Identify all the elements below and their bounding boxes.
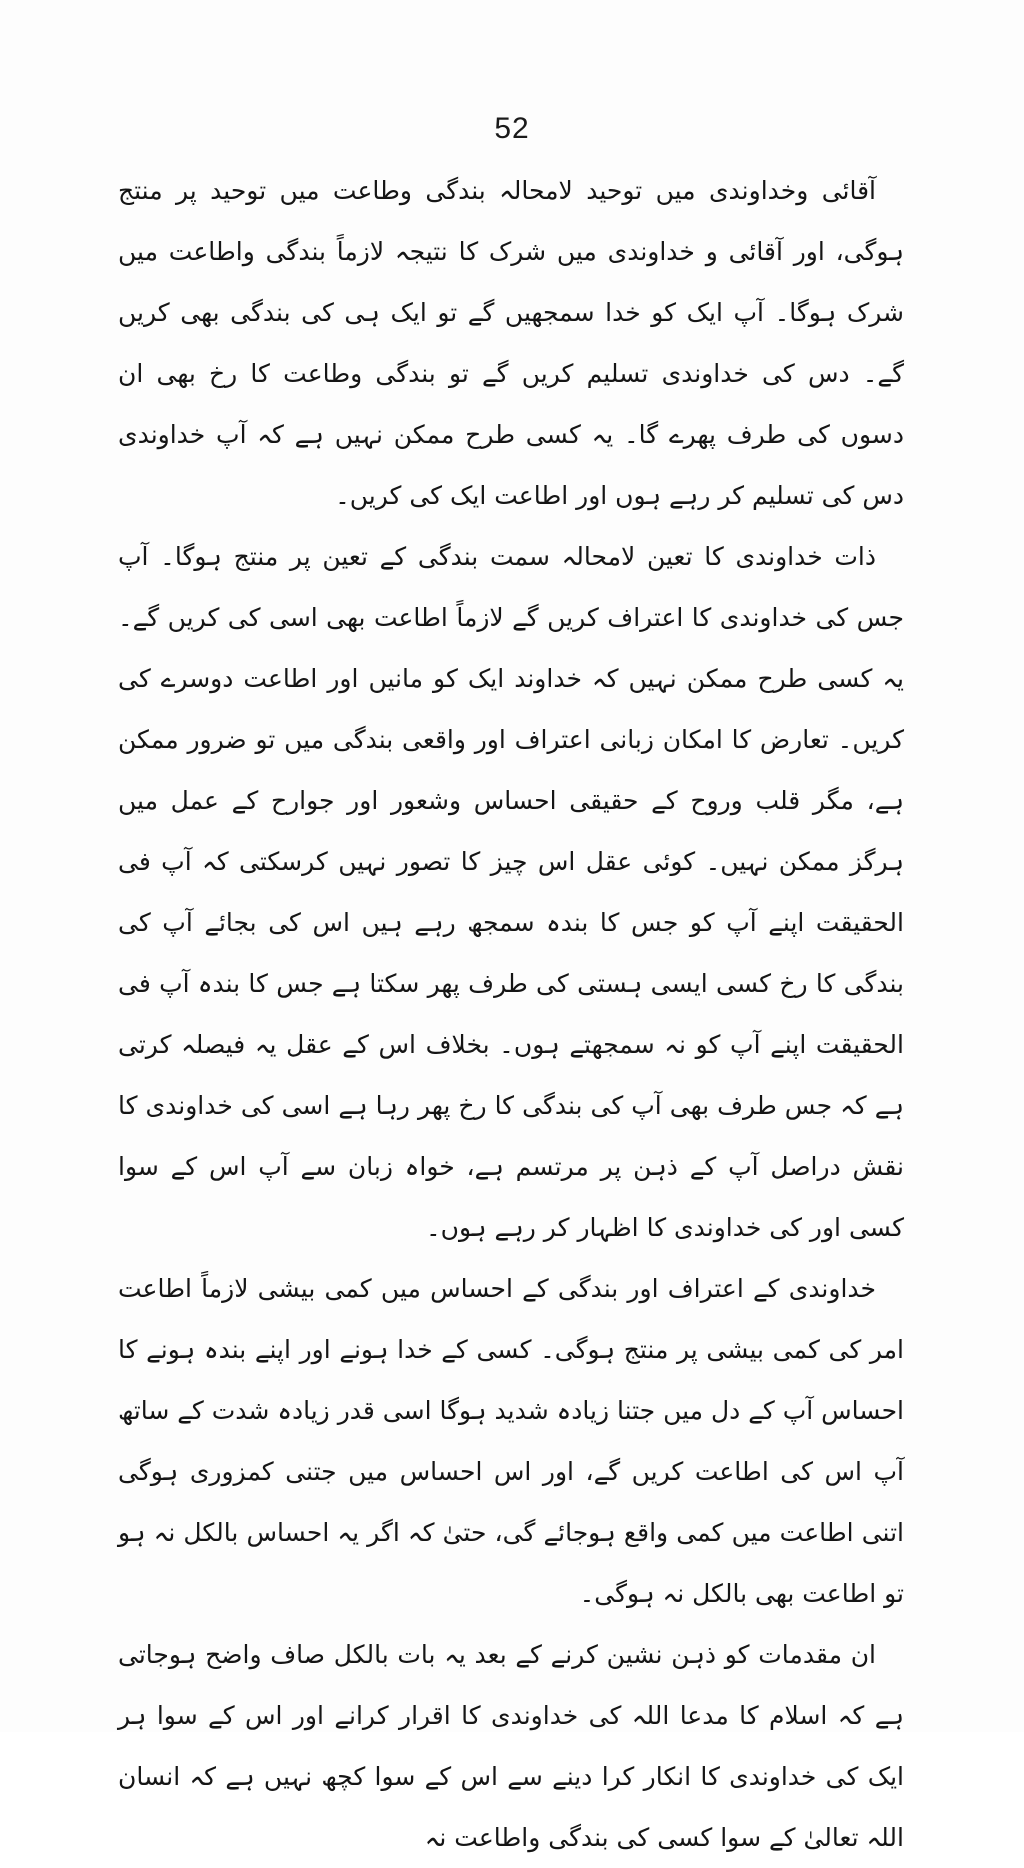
- paragraph-2: ذات خداوندی کا تعین لامحالہ سمت بندگی کے تعین پر منتج ہوگا۔ آپ جس کی خداوندی کا اعتراف کریں گے لازماً اطاعت بھی اسی کی کریں گے۔ یہ کسی طرح ممکن نہیں کہ خداوند ایک کو مانیں اور اطاعت دوسرے کی کریں۔ تعارض کا امکان زبانی اعتراف اور واقعی بندگی میں تو ضرور ممکن ہے، مگر قلب وروح کے حقیقی احساس وشعور اور جوارح کے عمل میں ہرگز ممکن نہیں۔ کوئی عقل اس چیز کا تصور نہیں کرسکتی کہ آپ فی الحقیقت اپنے آپ کو جس کا بندہ سمجھ رہے ہیں اس کی بجائے آپ کی بندگی کا رخ کسی ایسی ہستی کی طرف پھر سکتا ہے جس کا بندہ آپ فی الحقیقت اپنے آپ کو نہ سمجھتے ہوں۔ بخلاف اس کے عقل یہ فیصلہ کرتی ہے کہ جس طرف بھی آپ کی بندگی کا رخ پھر رہا ہے اسی کی خداوندی کا نقش دراصل آپ کے ذہن پر مرتسم ہے، خواہ زبان سے آپ اس کے سوا کسی اور کی خداوندی کا اظہار کر رہے ہوں۔: [118, 542, 904, 1242]
- page-number: 52: [494, 112, 530, 145]
- paragraph-3: خداوندی کے اعتراف اور بندگی کے احساس میں کمی بیشی لازماً اطاعت امر کی کمی بیشی پر منتج ہوگی۔ کسی کے خدا ہونے اور اپنے بندہ ہونے کا احساس آپ کے دل میں جتنا زیادہ شدید ہوگا اسی قدر زیادہ شدت کے ساتھ آپ اس کی اطاعت کریں گے، اور اس احساس میں جتنی کمزوری ہوگی اتنی اطاعت میں کمی واقع ہوجائے گی، حتیٰ کہ اگر یہ احساس بالکل نہ ہو تو اطاعت بھی بالکل نہ ہوگی۔: [118, 1274, 904, 1608]
- paragraph-4: ان مقدمات کو ذہن نشین کرنے کے بعد یہ بات بالکل صاف واضح ہوجاتی ہے کہ اسلام کا مدعا اللہ کی خداوندی کا اقرار کرانے اور اس کے سوا ہر ایک کی خداوندی کا انکار کرا دینے سے اس کے سوا کچھ نہیں ہے کہ انسان اللہ تعالیٰ کے سوا کسی کی بندگی واطاعت نہ: [118, 1640, 904, 1852]
- paragraph-1: آقائی وخداوندی میں توحید لامحالہ بندگی وطاعت میں توحید پر منتج ہوگی، اور آقائی و خداوندی میں شرک کا نتیجہ لازماً بندگی واطاعت میں شرک ہوگا۔ آپ ایک کو خدا سمجھیں گے تو ایک ہی کی بندگی بھی کریں گے۔ دس کی خداوندی تسلیم کریں گے تو بندگی وطاعت کا رخ بھی ان دسوں کی طرف پھرے گا۔ یہ کسی طرح ممکن نہیں ہے کہ آپ خداوندی دس کی تسلیم کر رہے ہوں اور اطاعت ایک کی کریں۔: [118, 176, 904, 510]
- page-body-text: [118, 160, 904, 1868]
